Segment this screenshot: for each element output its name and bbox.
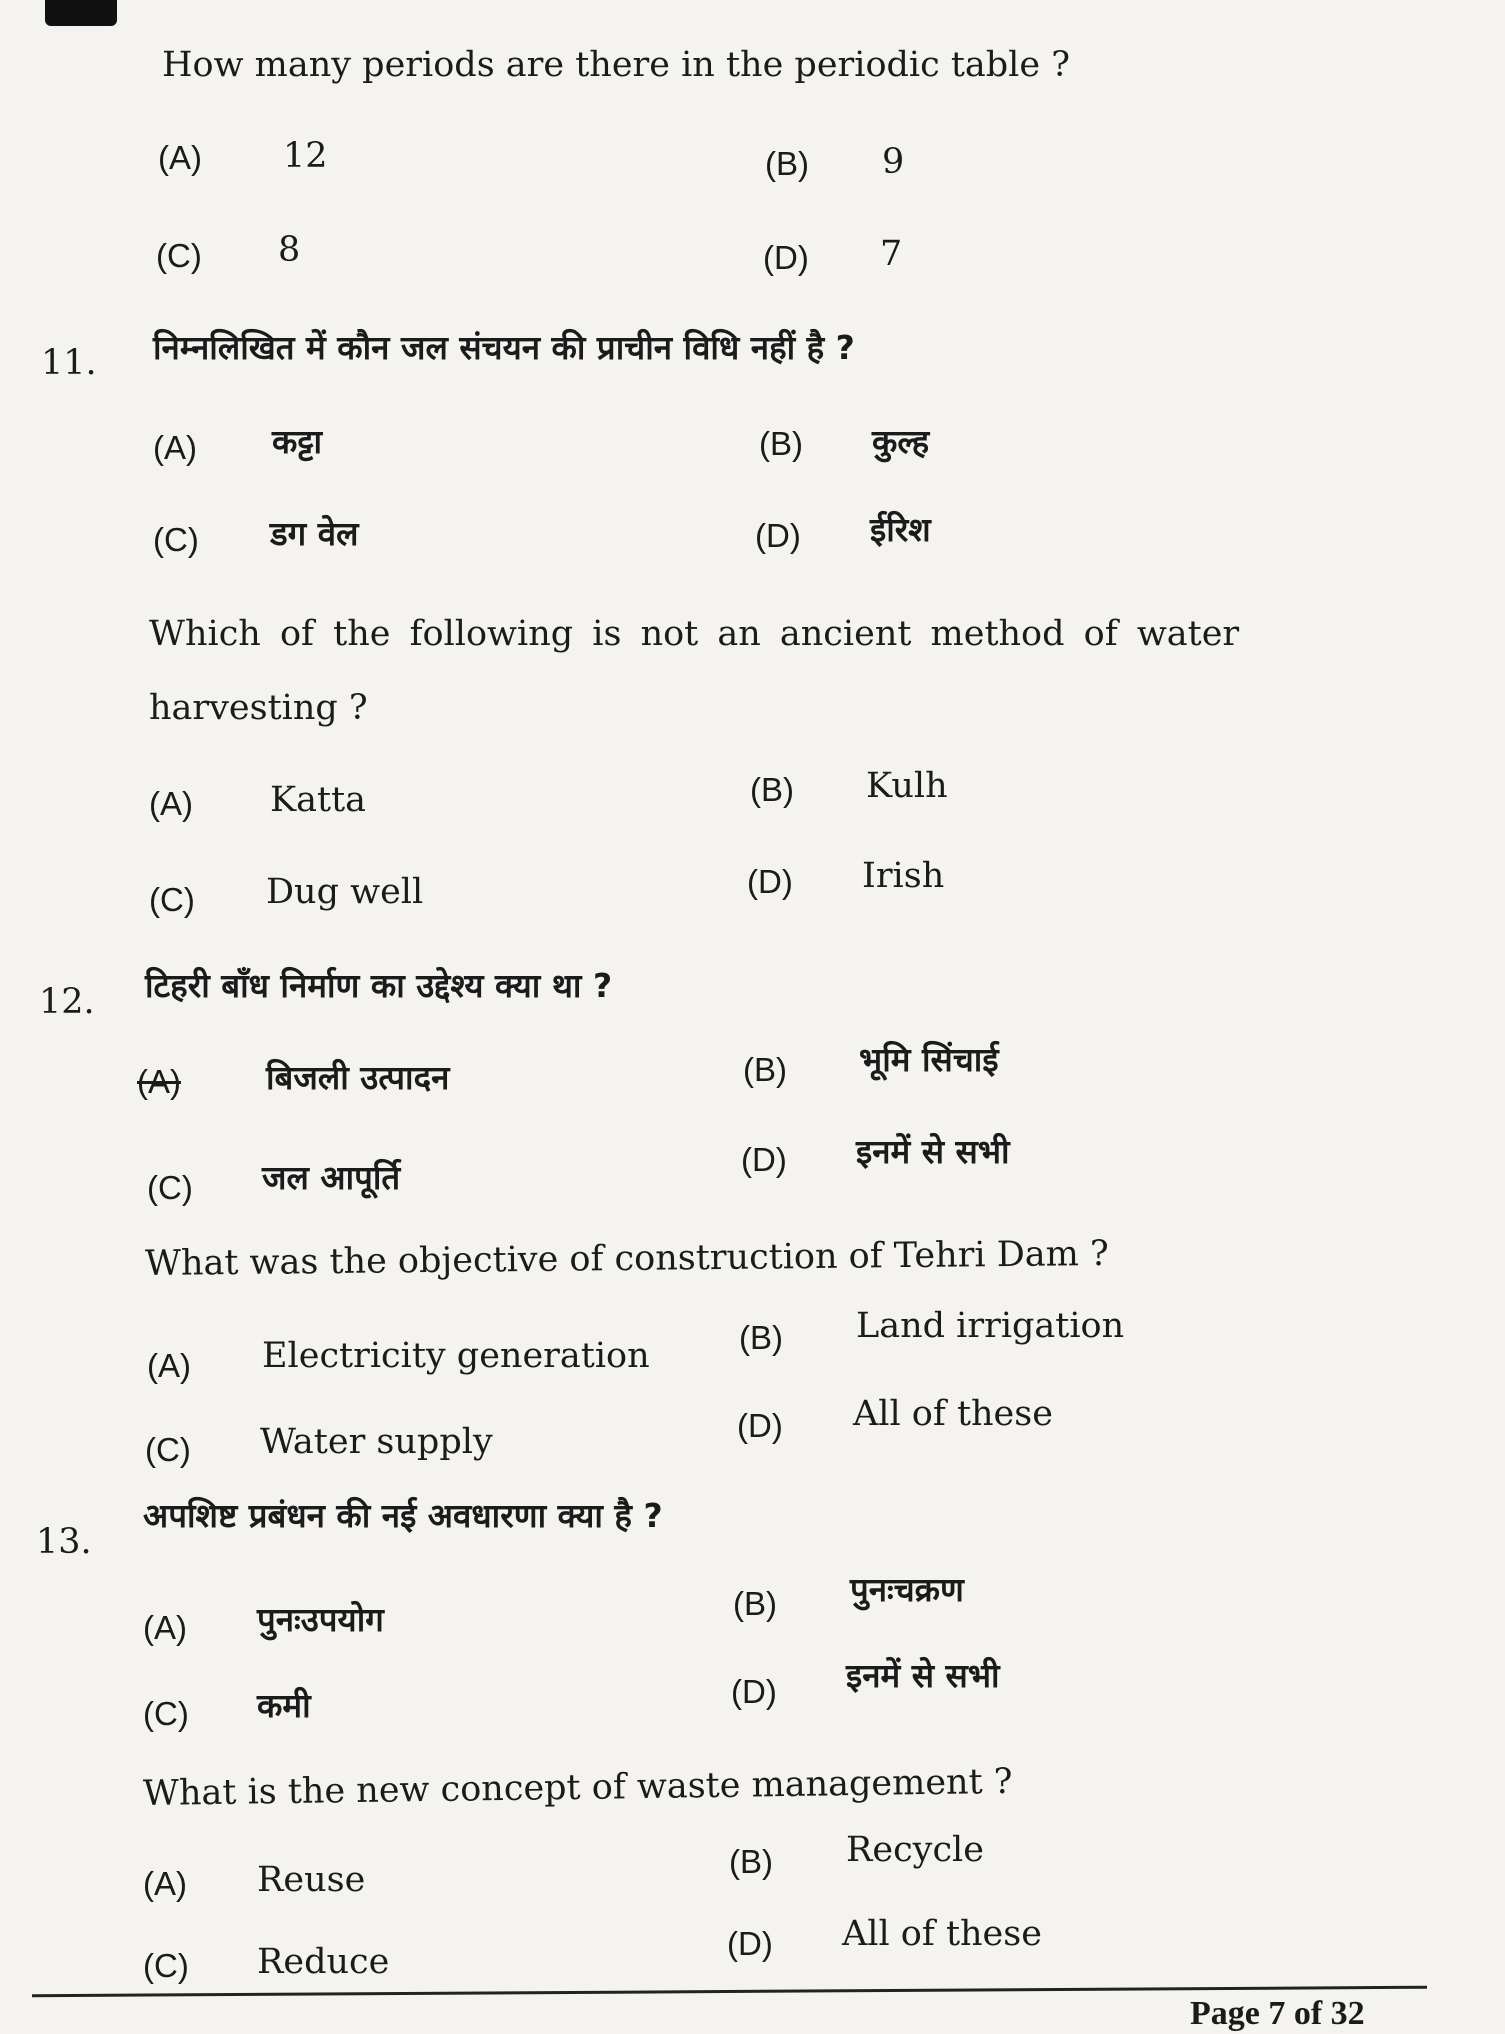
q12-question-english: What was the objective of construction of Tehri Dam ? <box>144 1233 1109 1284</box>
q13-hi-option-c: कमी <box>257 1686 311 1725</box>
q11-en-option-b: Kulh <box>866 766 948 806</box>
q11-en-option-d-label: (D) <box>747 863 793 900</box>
q13-en-option-d-label: (D) <box>727 1925 773 1962</box>
q13-question-hindi: अपशिष्ट प्रबंधन की नई अवधारणा क्या है ? <box>143 1496 663 1535</box>
q13-en-option-b-label: (B) <box>729 1843 773 1880</box>
q13-en-option-c: Reduce <box>257 1942 390 1982</box>
q12-en-option-b-label: (B) <box>739 1319 783 1356</box>
q13-en-option-b: Recycle <box>846 1830 984 1870</box>
q10-option-d: 7 <box>880 234 903 274</box>
q12-number: 12. <box>39 982 95 1022</box>
q12-en-option-d-label: (D) <box>737 1407 783 1444</box>
page-number: Page 7 of 32 <box>1190 1995 1365 2032</box>
q13-hi-option-c-label: (C) <box>143 1695 189 1732</box>
q11-en-option-a: Katta <box>270 780 367 820</box>
q13-en-option-a: Reuse <box>257 1860 366 1900</box>
q11-hi-option-d-label: (D) <box>755 517 801 554</box>
q12-en-option-c: Water supply <box>260 1422 493 1462</box>
q11-hi-option-b: कुल्ह <box>872 422 930 461</box>
q10-option-c-label: (C) <box>156 237 202 274</box>
q13-hi-option-d-label: (D) <box>731 1673 777 1710</box>
q13-hi-option-b: पुनःचक्रण <box>850 1570 964 1609</box>
q11-hi-option-a-label: (A) <box>153 429 197 466</box>
q12-hi-option-a: बिजली उत्पादन <box>266 1058 450 1097</box>
page-number-tab <box>45 0 117 26</box>
q10-question: How many periods are there in the periodic table ? <box>162 45 1070 85</box>
q12-en-option-d: All of these <box>853 1394 1053 1434</box>
q12-hi-option-c: जल आपूर्ति <box>262 1158 401 1197</box>
q11-hi-option-d: ईरिश <box>870 510 931 549</box>
q11-question-hindi: निम्नलिखित में कौन जल संचयन की प्राचीन विधि नहीं है ? <box>153 328 855 367</box>
q12-hi-option-b-label: (B) <box>743 1051 787 1088</box>
q11-question-english-line2: harvesting ? <box>149 688 368 728</box>
q10-option-a: 12 <box>283 136 328 176</box>
q13-en-option-d: All of these <box>842 1914 1042 1954</box>
q12-question-hindi: टिहरी बाँध निर्माण का उद्देश्य क्या था ? <box>145 966 613 1005</box>
q13-question-english: What is the new concept of waste management ? <box>142 1761 1013 1814</box>
q12-hi-option-c-label: (C) <box>147 1169 193 1206</box>
q13-hi-option-a-label: (A) <box>143 1609 187 1646</box>
q10-option-d-label: (D) <box>763 239 809 276</box>
q13-hi-option-a: पुनःउपयोग <box>257 1600 384 1639</box>
q11-hi-option-a: कट्टा <box>272 422 323 461</box>
q13-number: 13. <box>36 1522 92 1562</box>
q11-en-option-c-label: (C) <box>149 881 195 918</box>
q12-en-option-a: Electricity generation <box>262 1336 650 1376</box>
q10-option-b-label: (B) <box>765 145 809 182</box>
q13-en-option-a-label: (A) <box>143 1865 187 1902</box>
q11-en-option-b-label: (B) <box>750 771 794 808</box>
q12-hi-option-d: इनमें से सभी <box>856 1132 1010 1171</box>
q11-en-option-a-label: (A) <box>149 785 193 822</box>
q12-hi-option-b: भूमि सिंचाई <box>859 1040 999 1079</box>
q12-en-option-c-label: (C) <box>145 1431 191 1468</box>
q11-hi-option-b-label: (B) <box>759 425 803 462</box>
q11-number: 11. <box>41 343 97 383</box>
q12-hi-option-a-label: (A) <box>137 1063 181 1100</box>
q12-en-option-b: Land irrigation <box>856 1306 1125 1346</box>
q13-hi-option-d: इनमें से सभी <box>846 1656 1000 1695</box>
q10-option-c: 8 <box>278 230 301 270</box>
q11-en-option-d: Irish <box>862 856 945 896</box>
q11-en-option-c: Dug well <box>266 872 424 912</box>
q11-hi-option-c-label: (C) <box>153 521 199 558</box>
q12-en-option-a-label: (A) <box>147 1347 191 1384</box>
q10-option-a-label: (A) <box>158 139 202 176</box>
q11-question-english-line1: Which of the following is not an ancient method of water <box>149 614 1240 654</box>
q11-hi-option-c: डग वेल <box>270 514 359 553</box>
q12-hi-option-d-label: (D) <box>741 1141 787 1178</box>
q13-en-option-c-label: (C) <box>143 1947 189 1984</box>
q13-hi-option-b-label: (B) <box>733 1585 777 1622</box>
q10-option-b: 9 <box>882 142 905 182</box>
